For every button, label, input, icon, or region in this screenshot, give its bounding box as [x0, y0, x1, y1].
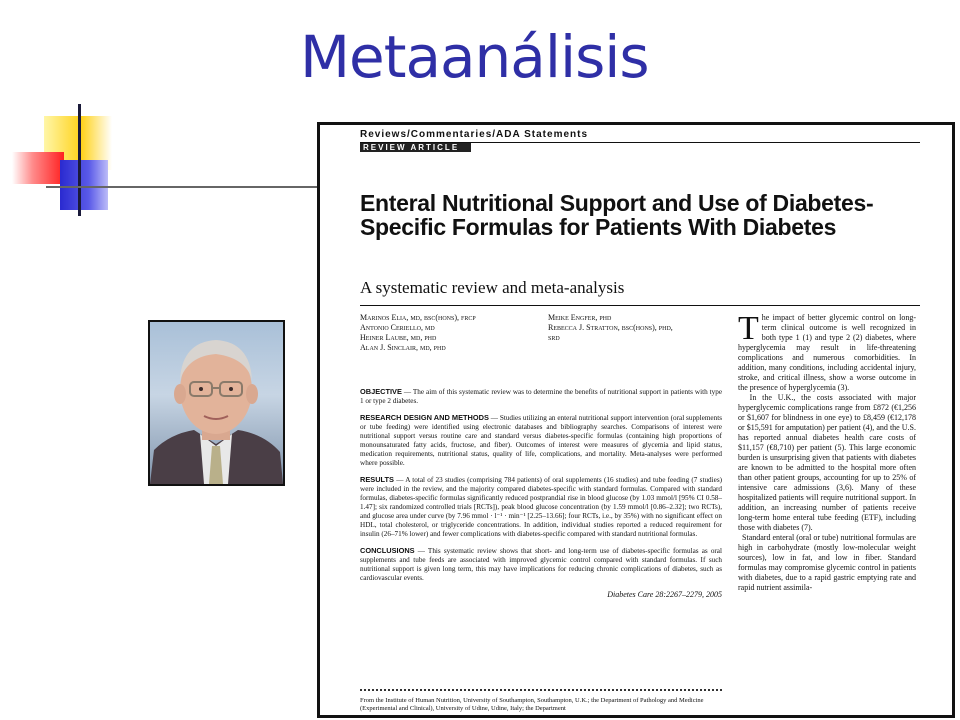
affiliation-footnote: From the Institute of Human Nutrition, University of Southampton, Southampton, U.K.; the Department of Pathology and Medicine (Experimental and Clinical), University of Udine, Udine, Italy; the Department	[360, 697, 704, 712]
red-square	[12, 152, 64, 184]
author-list-right	[548, 313, 728, 343]
paper-subhead: REVIEW ARTICLE	[360, 143, 471, 152]
abstract-conclusions	[360, 546, 722, 583]
dotted-separator	[360, 689, 722, 691]
intro-text: he impact of better glycemic control on long-term clinical outcome is well recognized in both type 1 (1) and type 2 (2) diabetes, where hyperglycemia may result in life-threatening complications and numerous comorbidities. In addition, many conditions, including accidental injury, stroke, and critical illness, show a worse outcome in the presence of hyperglycemia (3).	[738, 313, 916, 392]
paper-section-header: Reviews/Commentaries/ADA Statements	[360, 129, 589, 140]
intro-text-3: Standard enteral (oral or tube) nutritional formulas are high in carbohydrate (mostly low-molecular weight sources), low in fat, and low in fiber. Standard formulas may compromise glycemic control in patients with diabetes, due to a rapid gastric emptying rate and rapid nutrient assimila-	[738, 533, 916, 592]
author-list-left	[360, 313, 540, 353]
paper-title: Enteral Nutritional Support and Use of Diabetes-Specific Formulas for Patients With Diabetes	[360, 190, 874, 240]
introduction-column	[738, 310, 917, 593]
author-name: Alan J. Sinclair, md, phd	[360, 343, 446, 352]
logo-vertical-line	[78, 104, 81, 216]
slide-title: Metaanálisis	[300, 23, 649, 91]
intro-text-2: In the U.K., the costs associated with major hyperglycemic complications range from £872 (€1,256 or $1,607 for blindness in one eye) to £8,459 (€12,178 or $15,591 for amputation) per patient (4), and the U.S. has reported annual diabetes health care costs of $11,157 (€8,710) per patient (5). This large economic burden is unsurprising given that patients with diabetes are known to be admitted to the hospital more often than other patient groups, accounting for up to 25% of intensive care admissions (3,6). Many of these hospitalized patients will require nutritional support. In addition, an increasing number of patients receive long-term home enteral tube feeding (ETF), including those with diabetes (7).	[738, 393, 917, 532]
author-name: srd	[548, 333, 560, 342]
abstract-objective	[360, 387, 722, 406]
author-name: Rebecca J. Stratton, bsc(hons), phd,	[548, 323, 673, 332]
author-name: Meike Engfer, phd	[548, 313, 612, 322]
methods-text: — Studies utilizing an enteral nutritional support intervention (oral supplements or tube feeding) were identified using electronic databases and bibliography searches. Comparisons of interest were nutritional support versus routine care and standard versus diabetes-specific formulas (containing high proportions of monounsaturated fatty acids, fructose, and fiber). Outcomes of interest were measures of glycemia and lipid status, medication requirements, nutritional status, quality of life, complications, and mortality. Meta-analyses were performed where possible.	[360, 414, 722, 467]
paper-rule-title	[360, 305, 920, 306]
abstract	[360, 387, 722, 599]
journal-citation: Diabetes Care 28:2267–2279, 2005	[607, 590, 722, 599]
decorative-logo	[10, 100, 150, 220]
methods-label: RESEARCH DESIGN AND METHODS	[360, 413, 489, 422]
intro-paragraph-2	[738, 393, 916, 533]
objective-label: OBJECTIVE	[360, 387, 402, 396]
intro-paragraph	[738, 310, 916, 393]
conclusions-text: — This systematic review shows that short- and long-term use of diabetes-specific formulas as oral supplements and tube feeds are associated with improved glycemic control compared with standard formulas. If such nutritional support is given long term, this may have implications for reducing chronic complications of diabetes, such as cardiovascular events.	[360, 547, 722, 582]
abstract-methods	[360, 413, 722, 468]
paper-subtitle: A systematic review and meta-analysis	[360, 278, 625, 297]
conclusions-label: CONCLUSIONS	[360, 546, 415, 555]
author-name: Heiner Laube, md, phd	[360, 333, 437, 342]
results-label: RESULTS	[360, 475, 394, 484]
author-portrait-photo	[148, 320, 285, 486]
author-name: Marinos Elia, md, bsc(hons), frcp	[360, 313, 476, 322]
drop-cap: T	[738, 310, 759, 347]
logo-horizontal-line	[46, 186, 356, 188]
portrait-illustration	[150, 322, 283, 484]
abstract-results	[360, 475, 722, 539]
blue-square	[60, 160, 108, 210]
objective-text: — The aim of this systematic review was to determine the benefits of nutritional support in patients with type 1 or type 2 diabetes.	[360, 388, 723, 405]
results-text: — A total of 23 studies (comprising 784 patients) of oral supplements (16 studies) and tube feeding (7 studies) were included in the review, and the majority compared diabetes-specific with standard formulas. Compared with standard formulas, diabetes-specific formulas significantly reduced postprandial rise in blood glucose (by 1.03 mmol/l [95% CI 0.58–1.47]; six randomized controlled trials [RCTs]), peak blood glucose concentration (by 1.59 mmol/l [0.86–2.32]; two RCTs), and glucose area under curve (by 7.96 mmol · l⁻¹ · min⁻¹ [2.25–13.66]; four RCTs, i.e., by 35%) with no significant effect on HDL, total cholesterol, or triglyceride concentrations. In addition, individual studies reported a reduced requirement for insulin (26–71% lower) and fewer complications with diabetes-specific compared with standard nutritional formulas.	[360, 476, 723, 538]
scanned-paper	[317, 122, 955, 718]
author-name: Antonio Ceriello, md	[360, 323, 435, 332]
intro-paragraph-3	[738, 533, 916, 593]
